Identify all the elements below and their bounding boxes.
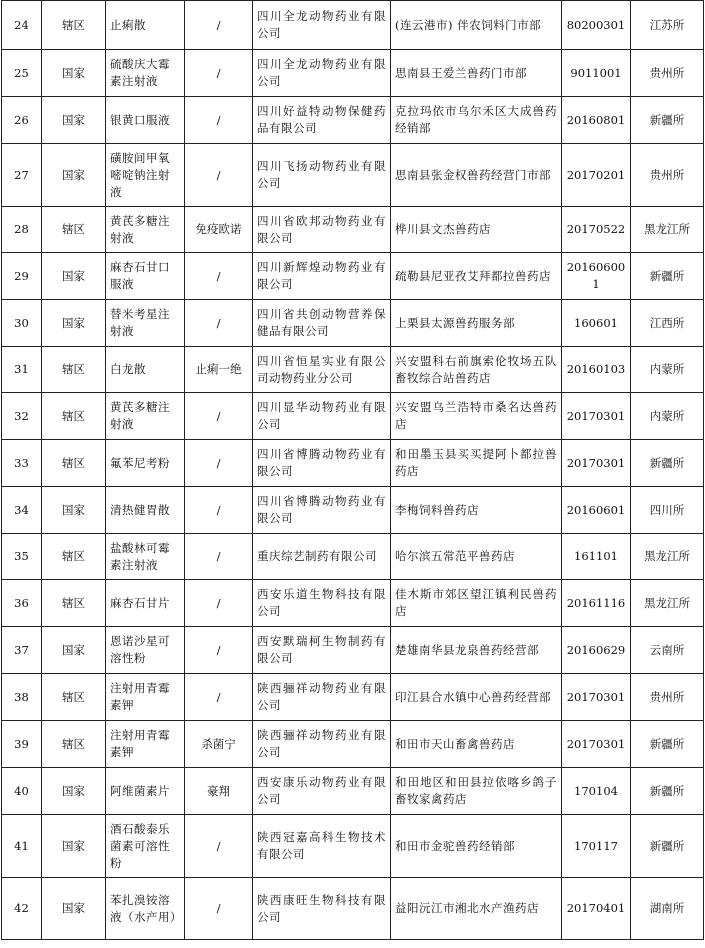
- product-name: 清热健胃散: [106, 487, 185, 534]
- manufacturer: 陕西骊祥动物药业有限公司: [253, 721, 391, 768]
- testing-institute: 黑龙江所: [631, 580, 704, 627]
- sampled-unit: 佳木斯市郊区望江镇利民兽药店: [391, 580, 562, 627]
- sampling-type: 国家: [42, 878, 106, 940]
- testing-institute: 新疆所: [631, 97, 704, 144]
- brand-name: 杀菌宁: [185, 721, 253, 768]
- table-row: [2, 97, 704, 144]
- manufacturer: 四川省恒星实业有限公司动物药业分公司: [253, 347, 391, 393]
- brand-name: 豪翔: [185, 768, 253, 815]
- testing-institute: 新疆所: [631, 440, 704, 487]
- sampling-type: 辖区: [42, 580, 106, 627]
- manufacturer: 四川全龙动物药业有限公司: [253, 50, 391, 97]
- brand-name: /: [185, 144, 253, 207]
- row-number: 39: [2, 721, 42, 768]
- brand-name: 免疫欧诺: [185, 207, 253, 253]
- manufacturer: 四川显华动物药业有限公司: [253, 393, 391, 440]
- sampled-unit: 哈尔滨五常范平兽药店: [391, 534, 562, 580]
- product-name: 止痢散: [106, 1, 185, 50]
- sampling-type: 辖区: [42, 393, 106, 440]
- manufacturer: 四川飞扬动物药业有限公司: [253, 144, 391, 207]
- row-number: 26: [2, 97, 42, 144]
- sampling-type: 国家: [42, 627, 106, 674]
- batch-number: 160601: [562, 300, 631, 347]
- manufacturer: 西安乐道生物科技有限公司: [253, 580, 391, 627]
- row-number: 31: [2, 347, 42, 393]
- sampled-unit: 印江县合水镇中心兽药经营部: [391, 674, 562, 721]
- batch-number: 161101: [562, 534, 631, 580]
- manufacturer: 陕西骊祥动物药业有限公司: [253, 674, 391, 721]
- batch-number: 20160629: [562, 627, 631, 674]
- testing-institute: 内蒙所: [631, 347, 704, 393]
- table-row: [2, 580, 704, 627]
- manufacturer: 四川全龙动物药业有限公司: [253, 1, 391, 50]
- brand-name: /: [185, 487, 253, 534]
- row-number: 41: [2, 815, 42, 878]
- batch-number: 20170301: [562, 440, 631, 487]
- batch-number: 201606001: [562, 253, 631, 300]
- sampling-type: 国家: [42, 487, 106, 534]
- manufacturer: 陕西康旺生物科技有限公司: [253, 878, 391, 940]
- sampled-unit: 和田市金驼兽药经销部: [391, 815, 562, 878]
- manufacturer: 重庆综艺制药有限公司: [253, 534, 391, 580]
- sampled-unit: 思南县张金权兽药经营门市部: [391, 144, 562, 207]
- table-row: [2, 440, 704, 487]
- sampling-type: 国家: [42, 144, 106, 207]
- product-name: 恩诺沙星可溶性粉: [106, 627, 185, 674]
- sampling-type: 国家: [42, 815, 106, 878]
- sampled-unit: 兴安盟乌兰浩特市桑名达兽药店: [391, 393, 562, 440]
- row-number: 34: [2, 487, 42, 534]
- batch-number: 20170301: [562, 393, 631, 440]
- table-row: [2, 674, 704, 721]
- product-name: 酒石酸泰乐菌素可溶性粉: [106, 815, 185, 878]
- manufacturer: 四川省共创动物营养保健品有限公司: [253, 300, 391, 347]
- row-number: 27: [2, 144, 42, 207]
- row-number: 24: [2, 1, 42, 50]
- testing-institute: 湖南所: [631, 878, 704, 940]
- table-row: [2, 878, 704, 940]
- sampled-unit: 兴安盟科右前旗索伦牧场五队畜牧综合站兽药店: [391, 347, 562, 393]
- sampled-unit: (连云港市) 伴农饲料门市部: [391, 1, 562, 50]
- sampled-unit: 益阳沅江市湘北水产渔药店: [391, 878, 562, 940]
- table-row: [2, 721, 704, 768]
- batch-number: 20170522: [562, 207, 631, 253]
- sampling-type: 国家: [42, 253, 106, 300]
- manufacturer: 西安康乐动物药业有限公司: [253, 768, 391, 815]
- product-name: 注射用青霉素钾: [106, 721, 185, 768]
- testing-institute: 江西所: [631, 300, 704, 347]
- testing-institute: 黑龙江所: [631, 534, 704, 580]
- table-row: [2, 144, 704, 207]
- batch-number: 9011001: [562, 50, 631, 97]
- brand-name: /: [185, 878, 253, 940]
- table-row: [2, 815, 704, 878]
- row-number: 25: [2, 50, 42, 97]
- brand-name: /: [185, 627, 253, 674]
- row-number: 33: [2, 440, 42, 487]
- testing-institute: 江苏所: [631, 1, 704, 50]
- row-number: 28: [2, 207, 42, 253]
- table-row: [2, 393, 704, 440]
- batch-number: 20170301: [562, 674, 631, 721]
- product-name: 注射用青霉素钾: [106, 674, 185, 721]
- product-name: 替米考星注射液: [106, 300, 185, 347]
- batch-number: 20161116: [562, 580, 631, 627]
- sampling-type: 辖区: [42, 534, 106, 580]
- sampled-unit: 思南县王爱兰兽药门市部: [391, 50, 562, 97]
- sampling-type: 辖区: [42, 440, 106, 487]
- batch-number: 20170401: [562, 878, 631, 940]
- product-name: 白龙散: [106, 347, 185, 393]
- testing-institute: 新疆所: [631, 721, 704, 768]
- testing-institute: 新疆所: [631, 253, 704, 300]
- sampled-unit: 桦川县文杰兽药店: [391, 207, 562, 253]
- row-number: 32: [2, 393, 42, 440]
- product-name: 磺胺间甲氧嘧啶钠注射液: [106, 144, 185, 207]
- product-name: 盐酸林可霉素注射液: [106, 534, 185, 580]
- batch-number: 20170301: [562, 721, 631, 768]
- batch-number: 20170201: [562, 144, 631, 207]
- row-number: 40: [2, 768, 42, 815]
- table-row: [2, 50, 704, 97]
- manufacturer: 四川省欧邦动物药业有限公司: [253, 207, 391, 253]
- brand-name: /: [185, 50, 253, 97]
- sampling-type: 国家: [42, 768, 106, 815]
- manufacturer: 四川省博腾动物药业有限公司: [253, 487, 391, 534]
- sampling-type: 辖区: [42, 347, 106, 393]
- batch-number: 170117: [562, 815, 631, 878]
- table-row: [2, 207, 704, 253]
- batch-number: 80200301: [562, 1, 631, 50]
- sampled-unit: 楚雄南华县龙泉兽药经营部: [391, 627, 562, 674]
- sampling-type: 辖区: [42, 207, 106, 253]
- brand-name: 止痢一绝: [185, 347, 253, 393]
- row-number: 35: [2, 534, 42, 580]
- sampled-unit: 和田市天山畜禽兽药店: [391, 721, 562, 768]
- brand-name: /: [185, 97, 253, 144]
- brand-name: /: [185, 253, 253, 300]
- table-body: [2, 1, 704, 940]
- batch-number: 20160103: [562, 347, 631, 393]
- row-number: 36: [2, 580, 42, 627]
- testing-institute: 黑龙江所: [631, 207, 704, 253]
- row-number: 30: [2, 300, 42, 347]
- testing-institute: 新疆所: [631, 815, 704, 878]
- manufacturer: 四川好益特动物保健药品有限公司: [253, 97, 391, 144]
- batch-number: 170104: [562, 768, 631, 815]
- product-name: 黄芪多糖注射液: [106, 207, 185, 253]
- table-row: [2, 768, 704, 815]
- sampling-type: 国家: [42, 300, 106, 347]
- manufacturer: 四川新辉煌动物药业有限公司: [253, 253, 391, 300]
- testing-institute: 新疆所: [631, 768, 704, 815]
- sampled-unit: 克拉玛依市乌尔禾区大成兽药经销部: [391, 97, 562, 144]
- product-name: 阿维菌素片: [106, 768, 185, 815]
- sampling-type: 国家: [42, 97, 106, 144]
- manufacturer: 西安默瑞柯生物制药有限公司: [253, 627, 391, 674]
- brand-name: /: [185, 580, 253, 627]
- sampling-results-table: [1, 0, 704, 940]
- row-number: 29: [2, 253, 42, 300]
- product-name: 苯扎溴铵溶液（水产用）: [106, 878, 185, 940]
- row-number: 38: [2, 674, 42, 721]
- product-name: 氟苯尼考粉: [106, 440, 185, 487]
- testing-institute: 四川所: [631, 487, 704, 534]
- testing-institute: 贵州所: [631, 144, 704, 207]
- table-row: [2, 300, 704, 347]
- brand-name: /: [185, 534, 253, 580]
- product-name: 黄芪多糖注射液: [106, 393, 185, 440]
- sampled-unit: 和田地区和田县拉依喀乡鸽子畜牧家禽药店: [391, 768, 562, 815]
- brand-name: /: [185, 393, 253, 440]
- testing-institute: 内蒙所: [631, 393, 704, 440]
- manufacturer: 四川省博腾动物药业有限公司: [253, 440, 391, 487]
- brand-name: /: [185, 440, 253, 487]
- sampling-type: 辖区: [42, 721, 106, 768]
- brand-name: /: [185, 1, 253, 50]
- brand-name: /: [185, 300, 253, 347]
- sampled-unit: 李梅饲料兽药店: [391, 487, 562, 534]
- table-row: [2, 253, 704, 300]
- sampling-type: 辖区: [42, 674, 106, 721]
- product-name: 硫酸庆大霉素注射液: [106, 50, 185, 97]
- table-row: [2, 487, 704, 534]
- manufacturer: 陕西冠嘉高科生物技术有限公司: [253, 815, 391, 878]
- product-name: 麻杏石甘片: [106, 580, 185, 627]
- row-number: 42: [2, 878, 42, 940]
- sampling-type: 国家: [42, 50, 106, 97]
- testing-institute: 云南所: [631, 627, 704, 674]
- sampled-unit: 上栗县太源兽药服务部: [391, 300, 562, 347]
- brand-name: /: [185, 815, 253, 878]
- row-number: 37: [2, 627, 42, 674]
- testing-institute: 贵州所: [631, 674, 704, 721]
- product-name: 麻杏石甘口服液: [106, 253, 185, 300]
- testing-institute: 贵州所: [631, 50, 704, 97]
- table-row: [2, 347, 704, 393]
- brand-name: /: [185, 674, 253, 721]
- batch-number: 20160801: [562, 97, 631, 144]
- product-name: 银黄口服液: [106, 97, 185, 144]
- sampled-unit: 和田墨玉县买买提阿卜都拉兽药店: [391, 440, 562, 487]
- table-row: [2, 1, 704, 50]
- table-row: [2, 534, 704, 580]
- sampling-type: 辖区: [42, 1, 106, 50]
- sampled-unit: 疏勒县尼亚孜艾拜都拉兽药店: [391, 253, 562, 300]
- batch-number: 20160601: [562, 487, 631, 534]
- table-row: [2, 627, 704, 674]
